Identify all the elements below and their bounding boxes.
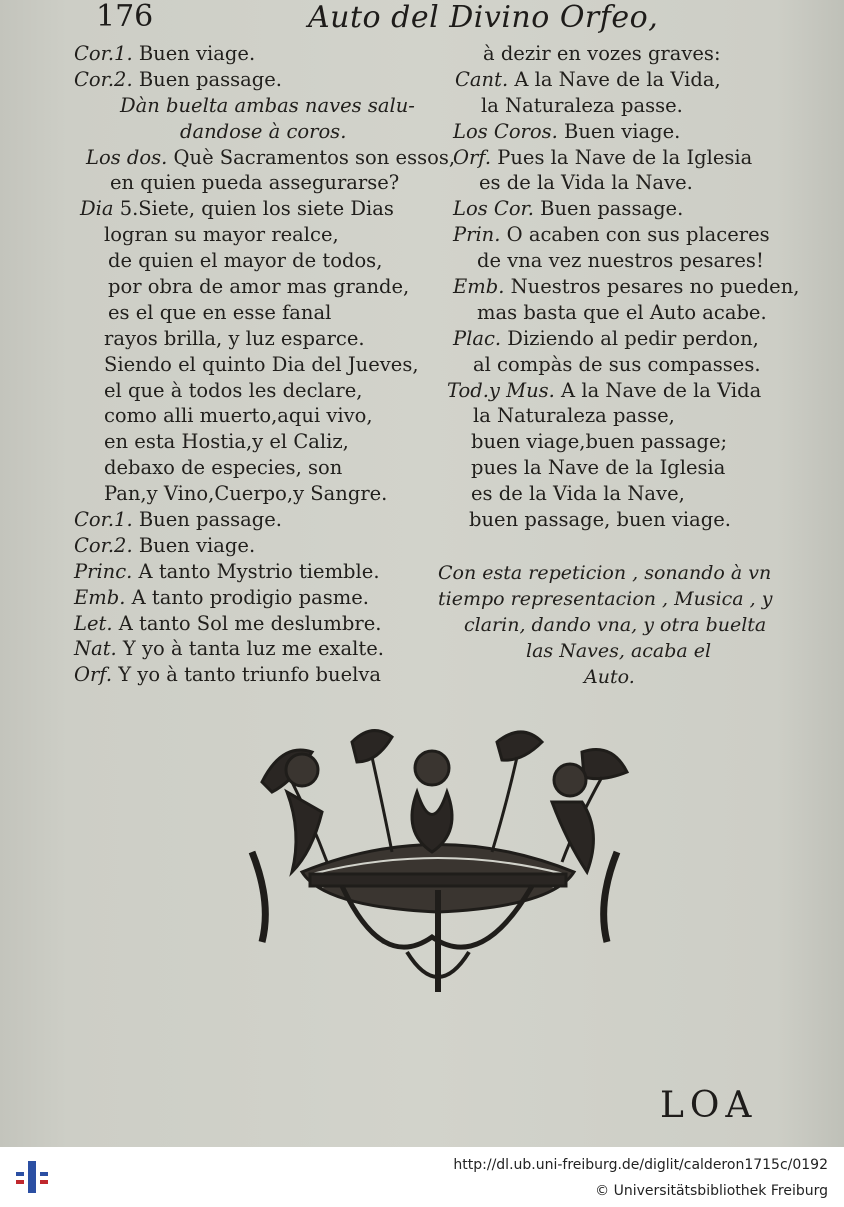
- stage-direction-line: Con esta repeticion , sonando à vn: [438, 562, 772, 584]
- speaker-label: Let.: [74, 611, 113, 635]
- verse-text: mas basta que el Auto acabe.: [477, 300, 767, 324]
- copyright-notice: © Universitätsbibliothek Freiburg: [595, 1183, 828, 1199]
- left-column: [74, 41, 456, 688]
- verse-line: [443, 222, 823, 248]
- verse-text: pues la Nave de la Iglesia: [471, 456, 726, 480]
- verse-line: [443, 274, 823, 300]
- verse-line: [443, 378, 823, 404]
- speaker-label: Dia: [80, 197, 114, 221]
- speaker-label: Emb.: [453, 275, 505, 299]
- speaker-label: Plac.: [453, 326, 502, 350]
- speaker-label: Los Cor.: [453, 197, 534, 221]
- verse-text: Buen passage.: [132, 508, 283, 532]
- stage-direction-line: las Naves, acaba el: [526, 640, 712, 662]
- speaker-label: Emb.: [74, 585, 126, 609]
- verse-text: à dezir en vozes graves:: [483, 42, 721, 65]
- verse-text: al compàs de sus compasses.: [473, 352, 761, 376]
- verse-text: el que à todos les declare,: [104, 378, 363, 402]
- verse-line: [74, 662, 434, 688]
- verse-text: Buen passage.: [132, 67, 283, 91]
- verse-line: [74, 170, 434, 196]
- verse-line: [74, 585, 434, 611]
- speaker-label: Princ.: [74, 559, 133, 583]
- speaker-label: Orf.: [453, 145, 492, 169]
- speaker-label: Prin.: [453, 223, 501, 247]
- verse-line: [74, 611, 434, 637]
- verse-line: [74, 378, 434, 404]
- speaker-label: Tod.y Mus.: [447, 378, 555, 402]
- verse-text: Y yo à tanto triunfo buelva: [112, 663, 382, 687]
- speaker-label: Cor.2.: [74, 67, 133, 91]
- library-logo-icon: [12, 1157, 52, 1197]
- stage-direction-line: tiempo representacion , Musica , y: [438, 588, 773, 610]
- verse-text: Siendo el quinto Dia del Jueves,: [104, 352, 419, 376]
- verse-text: Nuestros pesares no pueden,: [504, 275, 800, 299]
- stage-direction-line: Auto.: [584, 666, 635, 688]
- verse-text: rayos brilla, y luz esparce.: [104, 326, 365, 350]
- verse-line: [74, 274, 434, 300]
- verse-line: [74, 429, 434, 455]
- verse-line: [443, 300, 823, 326]
- verse-line: [74, 222, 434, 248]
- verse-text: A tanto prodigio pasme.: [125, 585, 369, 609]
- verse-text: de vna vez nuestros pesares!: [477, 249, 764, 273]
- verse-line: [74, 248, 434, 274]
- verse-text: es el que en esse fanal: [108, 300, 332, 324]
- verse-line: [74, 41, 434, 67]
- verse-line: [443, 145, 823, 171]
- verse-text: buen viage,buen passage;: [471, 430, 728, 454]
- verse-line: [74, 481, 434, 507]
- verse-line: [74, 636, 434, 662]
- running-header: Auto del Divino Orfeo,: [308, 0, 659, 35]
- woodcut-ornament: [232, 722, 644, 1002]
- verse-text: la Naturaleza passe,: [473, 404, 675, 428]
- verse-text: en esta Hostia,y el Caliz,: [104, 430, 349, 454]
- verse-line: [443, 248, 823, 274]
- verse-line: [443, 507, 823, 533]
- verse-text: Pues la Nave de la Iglesia: [491, 145, 753, 169]
- verse-text: como alli muerto,aqui vivo,: [104, 404, 373, 428]
- verse-line: [443, 403, 823, 429]
- verse-text: Pan,y Vino,Cuerpo,y Sangre.: [104, 482, 388, 506]
- verse-line: [74, 352, 434, 378]
- stage-direction-line: clarin, dando vna, y otra buelta: [464, 614, 767, 636]
- verse-line: [443, 170, 823, 196]
- verse-text: Què Sacramentos son essos,: [167, 145, 456, 169]
- verse-text: Buen viage.: [557, 119, 681, 143]
- speaker-label: Cor.1.: [74, 508, 133, 532]
- verse-line: [74, 300, 434, 326]
- verse-line: [74, 507, 434, 533]
- verse-text: A tanto Mystrio tiemble.: [132, 559, 380, 583]
- verse-text: Y yo à tanta luz me exalte.: [116, 637, 384, 661]
- speaker-label: Nat.: [74, 637, 117, 661]
- verse-text: Dàn buelta ambas naves salu-: [120, 93, 415, 117]
- viewer-footer: [0, 1147, 844, 1207]
- verse-line: [74, 326, 434, 352]
- catchword: LOA: [660, 1085, 758, 1126]
- speaker-label: Cant.: [455, 67, 509, 91]
- verse-line: [443, 326, 823, 352]
- verse-text: por obra de amor mas grande,: [108, 275, 410, 299]
- verse-text: es de la Vida la Nave.: [479, 171, 693, 195]
- verse-text: dandose à coros.: [180, 119, 347, 143]
- speaker-label: Orf.: [74, 663, 113, 687]
- verse-line: [74, 196, 434, 222]
- verse-line: [74, 403, 434, 429]
- verse-line: [443, 481, 823, 507]
- verse-line: [74, 145, 456, 171]
- verse-text: 5.Siete, quien los siete Dias: [113, 197, 394, 221]
- verse-line: [74, 559, 434, 585]
- verse-text: Diziendo al pedir perdon,: [501, 326, 759, 350]
- verse-text: Buen viage.: [132, 42, 256, 65]
- speaker-label: Cor.2.: [74, 533, 133, 557]
- verse-text: logran su mayor realce,: [104, 223, 339, 247]
- stage-direction: [438, 560, 798, 690]
- page-number: 176: [96, 0, 154, 34]
- verse-text: en quien pueda assegurarse?: [110, 171, 400, 195]
- verse-line: [74, 119, 434, 145]
- verse-text: buen passage, buen viage.: [469, 508, 731, 532]
- verse-text: de quien el mayor de todos,: [108, 249, 383, 273]
- verse-line: [74, 533, 434, 559]
- verse-line: [443, 196, 823, 222]
- verse-text: O acaben con sus placeres: [500, 223, 770, 247]
- verse-text: A tanto Sol me deslumbre.: [112, 611, 382, 635]
- verse-line: [443, 41, 823, 67]
- verse-line: [74, 93, 434, 119]
- verse-line: [443, 429, 823, 455]
- permalink-url[interactable]: http://dl.ub.uni-freiburg.de/diglit/calderon1715c/0192: [453, 1157, 828, 1173]
- verse-line: [74, 455, 434, 481]
- verse-text: debaxo de especies, son: [104, 456, 343, 480]
- speaker-label: Los dos.: [86, 145, 168, 169]
- verse-text: la Naturaleza passe.: [481, 93, 683, 117]
- verse-line: [443, 93, 823, 119]
- verse-text: Buen viage.: [132, 533, 256, 557]
- right-column: [443, 41, 823, 533]
- verse-line: [443, 455, 823, 481]
- verse-line: [443, 352, 823, 378]
- speaker-label: Los Coros.: [453, 119, 558, 143]
- verse-text: A la Nave de la Vida,: [508, 67, 721, 91]
- verse-text: es de la Vida la Nave,: [471, 482, 685, 506]
- verse-line: [443, 67, 823, 93]
- speaker-label: Cor.1.: [74, 42, 133, 65]
- verse-line: [74, 67, 434, 93]
- verse-text: Buen passage.: [533, 197, 684, 221]
- verse-line: [443, 119, 823, 145]
- verse-text: A la Nave de la Vida: [554, 378, 762, 402]
